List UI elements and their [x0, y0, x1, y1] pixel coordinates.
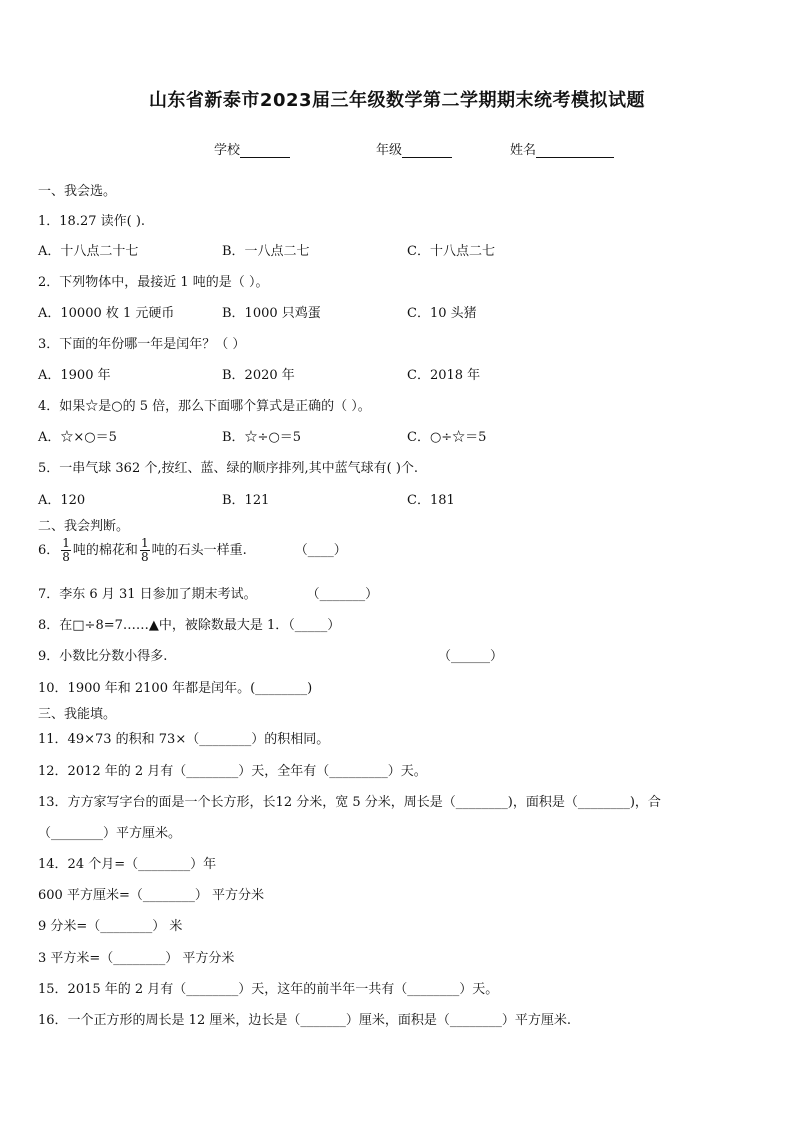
q4-option-c[interactable]: C．○÷☆＝5	[407, 430, 487, 445]
question-4: 4．如果☆是○的 5 倍，那么下面哪个算式是正确的（ ）。	[38, 399, 371, 414]
grade-blank[interactable]	[402, 143, 452, 158]
q6-number: 6．	[38, 543, 60, 558]
q6-text-mid: 吨的棉花和	[72, 543, 138, 558]
fraction-1: $\frac{1}{8}$	[62, 536, 70, 564]
q6-answer-blank[interactable]: （____）	[294, 543, 347, 558]
q5-option-b[interactable]: B．121	[222, 493, 270, 508]
question-16: 16．一个正方形的周长是 12 厘米，边长是（_______）厘米，面积是（________）平方厘米.	[38, 1013, 571, 1028]
question-6	[38, 537, 347, 564]
q1-option-b[interactable]: B．一八点二七	[222, 244, 310, 259]
question-7: 7．李东 6 月 31 日参加了期末考试。 （_______）	[38, 587, 379, 602]
grade-field	[376, 139, 452, 158]
page-title: 山东省新泰市2023届三年级数学第二学期期末统考模拟试题	[148, 90, 646, 111]
question-12: 12．2012 年的 2 月有（________）天，全年有（_________）天。	[38, 764, 427, 779]
question-14-line-3: 9 分米=（________） 米	[38, 919, 183, 934]
question-2: 2．下列物体中，最接近 1 吨的是（ ）。	[38, 275, 269, 290]
q7-answer-blank[interactable]: （_______）	[306, 587, 379, 602]
name-field	[510, 139, 614, 158]
q4-option-b[interactable]: B．☆÷○＝5	[222, 430, 302, 445]
question-3: 3．下面的年份哪一年是闰年？（ ）	[38, 337, 246, 352]
question-9: 9．小数比分数小得多. （______）	[38, 645, 498, 664]
q3-option-a[interactable]: A．1900 年	[38, 368, 111, 383]
q2-option-b[interactable]: B．1000 只鸡蛋	[222, 306, 321, 321]
section-3-heading: 三、我能填。	[38, 707, 117, 722]
q5-option-a[interactable]: A．120	[38, 493, 86, 508]
section-1-heading: 一、我会选。	[38, 184, 117, 199]
q5-option-c[interactable]: C．181	[407, 493, 455, 508]
name-blank[interactable]	[536, 143, 614, 158]
q1-option-c[interactable]: C．十八点二七	[407, 244, 495, 259]
q6-text-end: 吨的石头一样重.	[151, 543, 247, 558]
question-14-line-2: 600 平方厘米=（________） 平方分米	[38, 888, 264, 903]
q2-option-c[interactable]: C．10 头猪	[407, 306, 477, 321]
question-13-line-2: （________）平方厘米。	[38, 826, 182, 841]
q2-option-a[interactable]: A．10000 枚 1 元硬币	[38, 306, 175, 321]
q3-option-b[interactable]: B．2020 年	[222, 368, 295, 383]
question-1: 1．18.27 读作( ).	[38, 214, 146, 229]
fraction-2: $\frac{1}{8}$	[140, 536, 149, 564]
question-10: 10．1900 年和 2100 年都是闰年。(________)	[38, 681, 313, 696]
school-label: 学校	[214, 143, 241, 158]
q4-option-a[interactable]: A．☆×○＝5	[38, 430, 117, 445]
question-14-line-4: 3 平方米=（________） 平方分米	[38, 951, 235, 966]
school-field	[214, 139, 290, 158]
question-14-line-1: 14．24 个月=（________）年	[38, 857, 217, 872]
question-15: 15．2015 年的 2 月有（________）天，这年的前半年一共有（________）天。	[38, 982, 499, 997]
question-13-line-1: 13．方方家写字台的面是一个长方形，长12 分米，宽 5 分米，周长是（________)，面积是（________)，合	[38, 795, 661, 810]
section-2-heading: 二、我会判断。	[38, 519, 130, 534]
school-blank[interactable]	[240, 143, 290, 158]
q1-option-a[interactable]: A．十八点二十七	[38, 244, 139, 259]
question-5: 5．一串气球 362 个,按红、蓝、绿的顺序排列,其中蓝气球有( )个.	[38, 461, 419, 476]
q3-option-c[interactable]: C．2018 年	[407, 368, 481, 383]
question-8: 8．在□÷8=7……▲中，被除数最大是 1．（_____）	[38, 618, 341, 633]
q9-answer-blank[interactable]: （______）	[438, 649, 504, 664]
question-11: 11．49×73 的积和 73×（________）的积相同。	[38, 732, 330, 747]
grade-label: 年级	[376, 143, 403, 158]
name-label: 姓名	[510, 143, 537, 158]
